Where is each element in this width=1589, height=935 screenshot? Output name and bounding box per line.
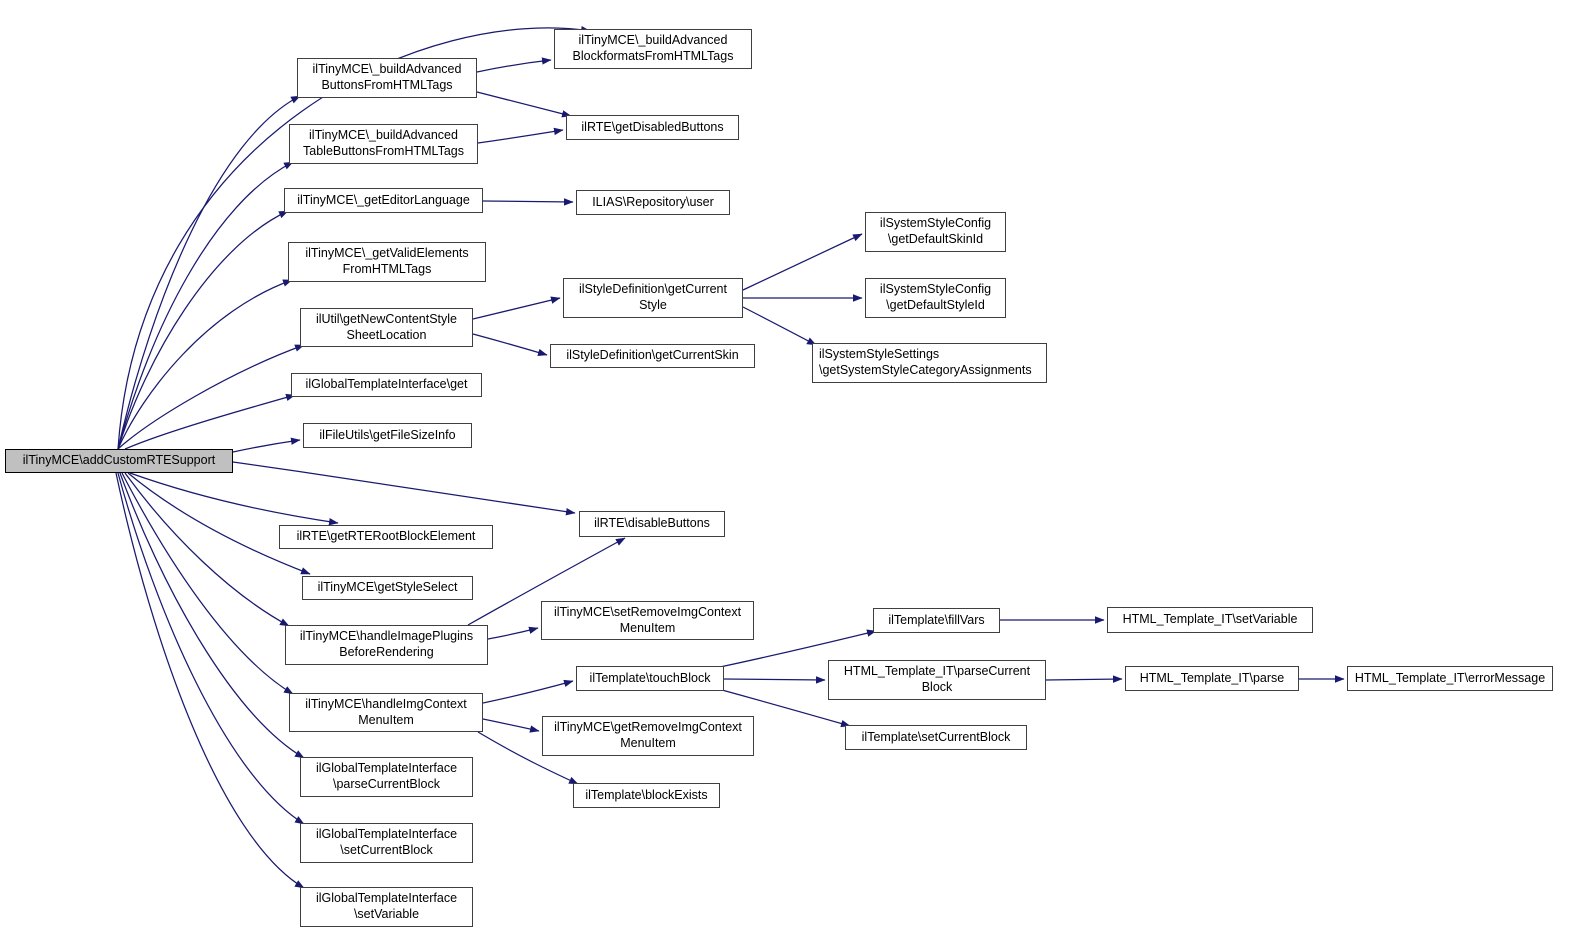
graph-node-getEditorLanguage[interactable]: [284, 188, 483, 213]
node-label-line: ilTinyMCE\_buildAdvanced: [309, 128, 458, 143]
call-edge-addCustomRTESupport-to-getEditorLanguage: [118, 211, 288, 449]
graph-node-getCurrentStyle[interactable]: [563, 278, 743, 318]
node-label-line: MenuItem: [358, 712, 414, 727]
node-label-line: TableButtonsFromHTMLTags: [303, 144, 464, 158]
graph-node-touchBlock[interactable]: [576, 666, 724, 691]
graph-node-getNewContentStyleSheetLocation[interactable]: [300, 308, 473, 347]
graph-node-getValidElements[interactable]: [288, 242, 486, 282]
node-label-line: ilTemplate\touchBlock: [589, 670, 711, 685]
graph-node-fillVars[interactable]: [873, 608, 1000, 633]
call-edge-addCustomRTESupport-to-buildAdvancedButtons: [118, 96, 300, 449]
node-label-line: MenuItem: [619, 620, 676, 635]
node-label-line: \setCurrentBlock: [340, 843, 433, 857]
call-edge-itParseCurrentBlock-to-itParse: [1046, 679, 1122, 680]
graph-node-getDisabledButtons[interactable]: [566, 115, 739, 140]
call-edge-addCustomRTESupport-to-getRTERootBlockElement: [130, 473, 338, 523]
call-edge-addCustomRTESupport-to-buildAdvancedTableButtons: [118, 162, 293, 449]
graph-node-buildAdvancedBlockformats[interactable]: [554, 29, 752, 69]
node-label-line: \getDefaultStyleId: [886, 298, 985, 312]
node-label-line: HTML_Template_IT\setVariable: [1122, 612, 1298, 627]
call-edge-getNewContentStyleSheetLocation-to-getCurrentStyle: [473, 298, 560, 319]
call-edge-buildAdvancedButtons-to-buildAdvancedBlockformats: [477, 60, 551, 72]
graph-node-setRemoveImgContextMenuItem[interactable]: [541, 601, 754, 640]
node-label-line: ilSystemStyleSettings: [819, 347, 940, 362]
call-edge-addCustomRTESupport-to-handleImagePluginsBeforeRendering: [125, 473, 289, 626]
graph-node-getFileSizeInfo[interactable]: [303, 423, 472, 448]
node-label-line: ilGlobalTemplateInterface: [315, 761, 458, 776]
call-edge-addCustomRTESupport-to-getNewContentStyleSheetLocation: [118, 345, 304, 449]
call-edge-getNewContentStyleSheetLocation-to-getCurrentSkin: [473, 334, 547, 355]
node-label-line: ilRTE\disableButtons: [594, 516, 710, 531]
graph-node-gtSetCurrentBlock[interactable]: [300, 823, 473, 863]
graph-node-itErrorMessage[interactable]: [1347, 666, 1553, 691]
call-edge-addCustomRTESupport-to-gtSetCurrentBlock: [118, 473, 304, 824]
call-edge-addCustomRTESupport-to-globalTemplateGet: [125, 395, 295, 449]
node-label-line: ilGlobalTemplateInterface\get: [305, 377, 468, 392]
node-label-line: SheetLocation: [346, 327, 427, 342]
node-label-line: ilStyleDefinition\getCurrentSkin: [566, 348, 739, 363]
node-label-line: \parseCurrentBlock: [333, 777, 440, 791]
graph-node-blockExists[interactable]: [573, 783, 720, 808]
graph-node-getSystemStyleCategoryAssignments[interactable]: [812, 343, 1047, 383]
node-label-line: ilSystemStyleConfig: [879, 216, 992, 231]
graph-node-handleImgContextMenuItem[interactable]: [289, 693, 483, 732]
graph-node-itParseCurrentBlock[interactable]: [828, 660, 1046, 700]
node-label-line: ilTinyMCE\_getEditorLanguage: [297, 192, 470, 207]
call-edge-addCustomRTESupport-to-getStyleSelect: [128, 473, 310, 574]
node-label-line: \getSystemStyleCategoryAssignments: [819, 363, 1032, 377]
graph-node-addCustomRTESupport: [5, 449, 233, 473]
graph-node-itSetVariable[interactable]: [1107, 607, 1313, 633]
node-label-line: ilTemplate\setCurrentBlock: [861, 729, 1011, 744]
node-label-line: Style: [639, 298, 667, 312]
call-edge-getEditorLanguage-to-repositoryUser: [483, 201, 573, 202]
call-edge-handleImgContextMenuItem-to-touchBlock: [483, 681, 573, 703]
node-label-line: ilSystemStyleConfig: [879, 282, 992, 297]
node-label-line: ilTinyMCE\handleImagePlugins: [299, 629, 474, 644]
graph-node-tplSetCurrentBlock[interactable]: [845, 725, 1027, 750]
graph-node-repositoryUser[interactable]: [576, 190, 730, 215]
node-label-line: ilTinyMCE\getStyleSelect: [317, 580, 458, 595]
graph-node-getDefaultStyleId[interactable]: [865, 278, 1006, 318]
node-label-line: ilTinyMCE\handleImgContext: [305, 696, 467, 711]
node-label-line: \setVariable: [353, 907, 420, 921]
node-label-line: ilUtil\getNewContentStyle: [315, 311, 458, 326]
call-edge-buildAdvancedTableButtons-to-getDisabledButtons: [478, 130, 563, 143]
call-edge-getCurrentStyle-to-getDefaultSkinId: [743, 234, 862, 290]
node-label-line: ilTinyMCE\addCustomRTESupport: [22, 453, 216, 468]
node-label-line: ilFileUtils\getFileSizeInfo: [319, 427, 456, 442]
call-edge-addCustomRTESupport-to-getFileSizeInfo: [233, 440, 300, 452]
graph-node-disableButtons[interactable]: [579, 511, 725, 537]
call-edge-handleImagePluginsBeforeRendering-to-setRemoveImgContextMenuItem: [488, 628, 538, 639]
graph-node-itParse[interactable]: [1125, 666, 1299, 691]
node-label-line: ilRTE\getRTERootBlockElement: [296, 529, 476, 544]
node-label-line: Block: [921, 680, 953, 694]
call-edge-addCustomRTESupport-to-disableButtons: [233, 462, 575, 513]
call-edge-addCustomRTESupport-to-handleImgContextMenuItem: [122, 473, 293, 694]
node-label-line: BlockformatsFromHTMLTags: [572, 49, 734, 63]
graph-node-globalTemplateGet[interactable]: [291, 373, 482, 397]
graph-node-getStyleSelect[interactable]: [302, 576, 473, 600]
node-label-line: ilTinyMCE\getRemoveImgContext: [554, 720, 742, 735]
node-label-line: ilTinyMCE\_buildAdvanced: [312, 62, 462, 77]
node-label-line: ilGlobalTemplateInterface: [315, 891, 458, 906]
call-edge-buildAdvancedButtons-to-getDisabledButtons: [477, 92, 571, 116]
graph-node-getRemoveImgContextMenuItem[interactable]: [542, 716, 754, 756]
node-label-line: HTML_Template_IT\parse: [1139, 670, 1285, 685]
graph-node-getDefaultSkinId[interactable]: [865, 212, 1006, 252]
graph-node-gtParseCurrentBlock[interactable]: [300, 757, 473, 797]
call-edge-addCustomRTESupport-to-gtSetVariable: [116, 473, 304, 888]
graph-node-buildAdvancedTableButtons[interactable]: [289, 124, 478, 164]
call-edge-addCustomRTESupport-to-gtParseCurrentBlock: [120, 473, 304, 758]
graph-node-getRTERootBlockElement[interactable]: [279, 525, 493, 549]
node-label-line: MenuItem: [620, 736, 676, 750]
node-label-line: ILIAS\Repository\user: [592, 194, 714, 209]
node-label-line: ilTinyMCE\_getValidElements: [305, 246, 469, 261]
node-label-line: ilGlobalTemplateInterface: [315, 827, 458, 842]
graph-node-gtSetVariable[interactable]: [300, 887, 473, 927]
graph-node-handleImagePluginsBeforeRendering[interactable]: [285, 625, 488, 665]
node-label-line: ButtonsFromHTMLTags: [321, 78, 453, 92]
node-label-line: ilStyleDefinition\getCurrent: [579, 282, 727, 297]
node-label-line: HTML_Template_IT\errorMessage: [1354, 670, 1546, 685]
call-edge-getCurrentStyle-to-getSystemStyleCategoryAssignments: [743, 307, 816, 345]
call-edge-addCustomRTESupport-to-getValidElements: [118, 280, 292, 449]
node-label-line: \getDefaultSkinId: [887, 232, 984, 246]
node-label-line: ilTemplate\fillVars: [888, 612, 985, 627]
node-label-line: HTML_Template_IT\parseCurrent: [843, 664, 1031, 679]
node-label-line: ilRTE\getDisabledButtons: [581, 119, 724, 134]
node-label-line: ilTinyMCE\_buildAdvanced: [578, 33, 728, 48]
node-label-line: FromHTMLTags: [342, 262, 432, 276]
call-edge-touchBlock-to-itParseCurrentBlock: [724, 679, 825, 680]
node-label-line: ilTinyMCE\setRemoveImgContext: [553, 604, 742, 619]
node-label-line: BeforeRendering: [339, 645, 434, 659]
node-label-line: ilTemplate\blockExists: [585, 787, 708, 802]
graph-node-buildAdvancedButtons[interactable]: [297, 58, 477, 98]
graph-node-getCurrentSkin[interactable]: [550, 344, 755, 368]
call-edge-handleImgContextMenuItem-to-getRemoveImgContextMenuItem: [483, 719, 539, 731]
